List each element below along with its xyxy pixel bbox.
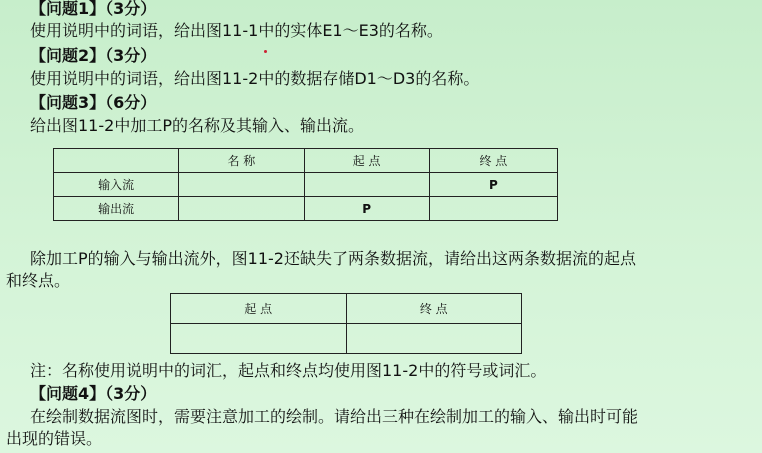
table-cell (429, 197, 557, 221)
q2-text: 使用说明中的词语，给出图11-2中的数据存储D1～D3的名称。 (30, 69, 480, 88)
q4-heading: 【问题4】（3分） (30, 384, 157, 403)
table-cell (179, 173, 304, 197)
table-cell: 输入流 (54, 173, 179, 197)
table-header-row (54, 149, 558, 173)
table-header-cell: 终 点 (346, 294, 522, 324)
table-row (171, 324, 522, 354)
table-cell (179, 197, 304, 221)
flow-table (53, 148, 558, 221)
table-cell (171, 324, 347, 354)
q2-heading: 【问题2】（3分） (30, 46, 157, 65)
q3-note: 注：名称使用说明中的词汇，起点和终点均使用图11-2中的符号或词汇。 (30, 361, 547, 380)
q4-text2: 出现的错误。 (6, 429, 103, 448)
table-row (54, 197, 558, 221)
table-header-cell: 终 点 (429, 149, 557, 173)
missing-flow-table (170, 293, 522, 354)
table-cell: P (429, 173, 557, 197)
table-cell: P (304, 197, 429, 221)
q3-text: 给出图11-2中加工P的名称及其输入、输出流。 (30, 116, 364, 135)
table-header-cell (54, 149, 179, 173)
q1-text: 使用说明中的词语，给出图11-1中的实体E1～E3的名称。 (30, 21, 443, 40)
q3-heading: 【问题3】（6分） (30, 93, 157, 112)
q3-para2: 和终点。 (6, 271, 71, 290)
table-cell: 输出流 (54, 197, 179, 221)
q3-para1: 除加工P的输入与输出流外，图11-2还缺失了两条数据流，请给出这两条数据流的起点 (30, 249, 636, 268)
red-dot-mark (264, 50, 267, 53)
q4-text1: 在绘制数据流图时，需要注意加工的绘制。请给出三种在绘制加工的输入、输出时可能 (30, 407, 639, 426)
table-header-cell: 起 点 (171, 294, 347, 324)
q1-heading: 【问题1】（3分） (30, 0, 157, 18)
table-cell (346, 324, 522, 354)
table-header-row (171, 294, 522, 324)
table-cell (304, 173, 429, 197)
table-header-cell: 起 点 (304, 149, 429, 173)
table-row (54, 173, 558, 197)
table-header-cell: 名 称 (179, 149, 304, 173)
